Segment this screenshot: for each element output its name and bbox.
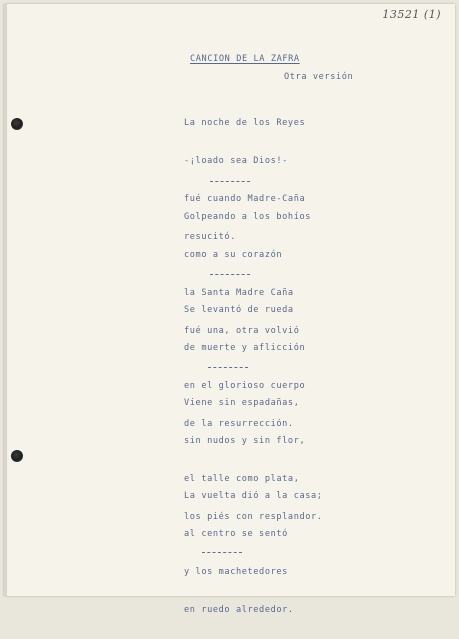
poem-line: Se levantó de rueda [184, 305, 294, 315]
document-page [4, 4, 455, 615]
stanza-separator [208, 367, 248, 368]
page-edge [4, 4, 7, 596]
punch-hole-icon [11, 118, 23, 130]
stanza-separator [202, 552, 242, 553]
stanza-5 [184, 467, 323, 639]
poem-line: al centro se sentó [184, 529, 288, 539]
poem-line: La vuelta dió a la casa; [184, 491, 323, 501]
poem-line: sin nudos y sin flor, [184, 436, 306, 446]
poem-line: en ruedo alrededor. [184, 605, 294, 615]
stanza-separator [210, 274, 250, 275]
poem-line: de la resurrección. [184, 419, 294, 429]
poem-line: Golpeando a los bohíos [184, 212, 312, 222]
stanza-separator [210, 181, 250, 182]
poem-line: Viene sin espadañas, [184, 398, 300, 408]
poem-title: CANCION DE LA ZAFRA [190, 54, 300, 64]
poem-line: resucitó. [184, 232, 236, 242]
poem-line: fué una, otra volvió [184, 326, 300, 336]
punch-hole-icon [11, 450, 23, 462]
poem-line: como a su corazón [184, 250, 283, 260]
poem-line: en el glorioso cuerpo [184, 381, 306, 391]
poem-line: el talle como plata, [184, 474, 300, 484]
poem-line: los piés con resplandor. [184, 512, 323, 522]
poem-line: la Santa Madre Caña [184, 288, 294, 298]
poem-line: La noche de los Reyes [184, 118, 306, 128]
archive-number: 13521 (1) [382, 8, 441, 21]
poem-line: y los machetedores [184, 567, 288, 577]
poem-subtitle: Otra versión [284, 72, 354, 82]
poem-line: -¡loado sea Dios!- [184, 156, 288, 166]
poem-line: de muerte y aflicción [184, 343, 306, 353]
poem-line: fué cuando Madre-Caña [184, 194, 306, 204]
